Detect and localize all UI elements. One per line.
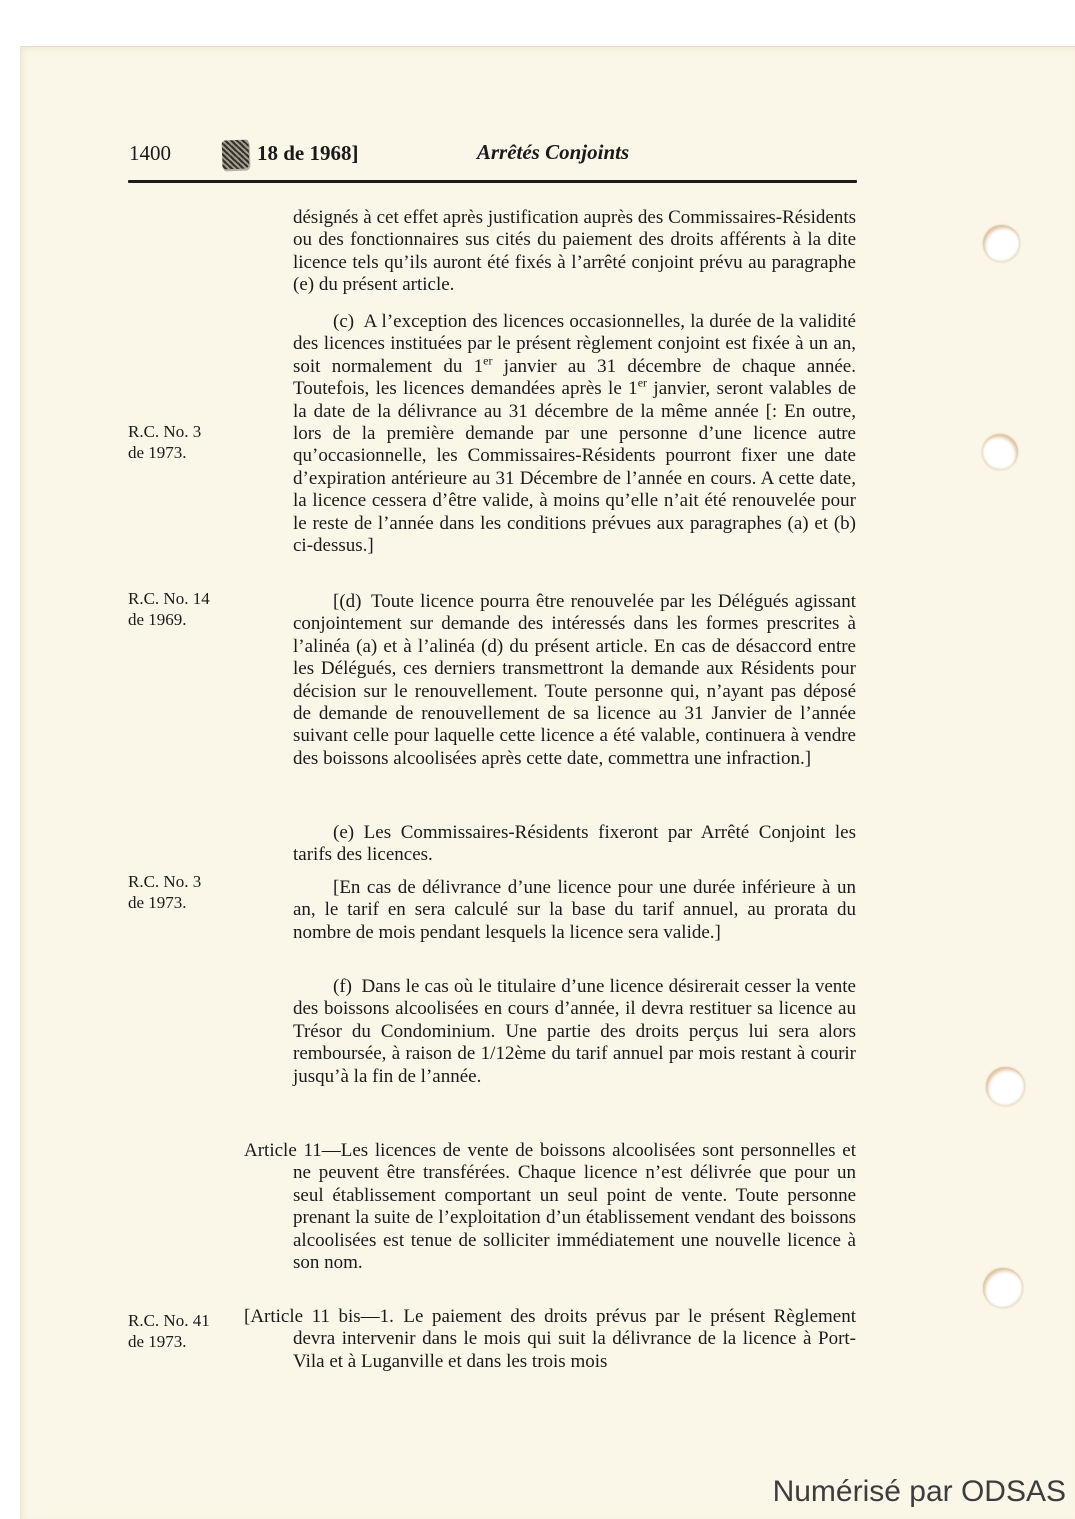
margin-note — [128, 422, 258, 463]
superscript-er: er — [637, 375, 648, 390]
punch-hole — [982, 434, 1018, 470]
punch-hole — [986, 1067, 1025, 1106]
paragraph-c-text: janvier au 31 décembre de chaque année. Toutefois, les licences demandées après le 1 — [293, 355, 856, 400]
paragraph-c — [293, 311, 856, 557]
margin-note-ref: R.C. No. 3 — [128, 872, 202, 891]
paragraph-tarif-bracket: [En cas de délivrance d’une licence pour une durée inférieure à un an, le tarif en sera calculé sur la base du tarif annuel, au prorata du nombre de mois pendant lesquels la licence sera valide.] — [293, 877, 856, 943]
margin-note-year: de 1973. — [128, 1331, 187, 1351]
margin-note — [128, 589, 258, 630]
scan-credit: Numérisé par ODSAS — [772, 1475, 1066, 1508]
paragraph-c-text: (c) A l’exception des licences occasionnelles, la durée de la validité des licences instituées par le présent règlement conjoint est fixée à un an, soit normalement du 1 — [293, 311, 856, 377]
margin-note-year: de 1973. — [128, 892, 187, 912]
stamp-icon — [222, 140, 250, 170]
margin-note-ref: R.C. No. 3 — [128, 422, 202, 441]
margin-note-year: de 1973. — [128, 442, 187, 462]
paragraph-article-11bis: [Article 11 bis—1. Le paiement des droits prévus par le présent Règlement devra intervenir dans le mois qui suit la délivrance de la licence à Port-Vila et à Luganville et dans les trois mois — [244, 1306, 856, 1372]
issue-reference: 18 de 1968] — [257, 141, 359, 165]
paragraph-c-text: janvier, seront valables de la date de la délivrance au 31 décembre de la même année [: En outre, lors de la première demande par une personne d’une licence autre qu’occasionnelle, les Commissaires-Résidents pourront fixer une date d’expiration antérieure au 31 Décembre de l’année en cours. A cette date, la licence cessera d’être valide, à moins qu’elle n’ait été renouvelée pour le reste de l’année dans les conditions prévues aux paragraphes (a) et (b) ci-dessus.] — [293, 378, 856, 557]
margin-note-ref: R.C. No. 14 — [128, 589, 210, 608]
paragraph-intro: désignés à cet effet après justification auprès des Commissaires-Résidents ou des fonctionnaires sus cités du paiement des droits afférents à la dite licence tels qu’ils auront été fixés à l’arrêté conjoint prévu au paragraphe (e) du présent article. — [293, 207, 856, 296]
superscript-er: er — [483, 353, 493, 368]
paragraph-f: (f) Dans le cas où le titulaire d’une licence désirerait cesser la vente des boissons alcoolisées en cours d’année, il devra restituer sa licence au Trésor du Condominium. Une partie des droits perçus lui sera alors remboursée, à raison de 1/12ème du tarif annuel par mois restant à courir jusqu’à la fin de l’année. — [293, 976, 856, 1087]
punch-hole — [983, 225, 1020, 262]
punch-hole — [983, 1268, 1023, 1308]
page-number: 1400 — [129, 141, 171, 165]
margin-note-year: de 1969. — [128, 609, 187, 629]
margin-note — [128, 1311, 258, 1352]
paragraph-article-11: Article 11—Les licences de vente de boissons alcoolisées sont personnelles et ne peuvent être transférées. Chaque licence n’est délivrée que pour un seul établissement comportant un seul point de vente. Toute personne prenant la suite de l’exploitation d’un établissement vendant des boissons alcoolisées est tenue de solliciter immédiatement une nouvelle licence à son nom. — [244, 1140, 856, 1274]
journal-title: Arrêtés Conjoints — [476, 140, 630, 164]
margin-note-ref: R.C. No. 41 — [128, 1311, 210, 1330]
margin-note — [128, 872, 258, 913]
header-rule — [128, 180, 857, 183]
paragraph-e: (e) Les Commissaires-Résidents fixeront par Arrêté Conjoint les tarifs des licences. — [293, 822, 856, 866]
paragraph-d: [(d) Toute licence pourra être renouvelée par les Délégués agissant conjointement sur demande des intéressés dans les formes prescrites à l’alinéa (a) et à l’alinéa (d) du présent article. En cas de désaccord entre les Délégués, ces derniers transmettront la demande aux Résidents pour décision sur le renouvellement. Toute personne qui, n’ayant pas déposé de demande de renouvellement de sa licence au 31 Janvier de l’année suivant celle pour laquelle cette licence a été valable, continuera à vendre des boissons alcoolisées après cette date, commettra une infraction.] — [293, 591, 856, 769]
